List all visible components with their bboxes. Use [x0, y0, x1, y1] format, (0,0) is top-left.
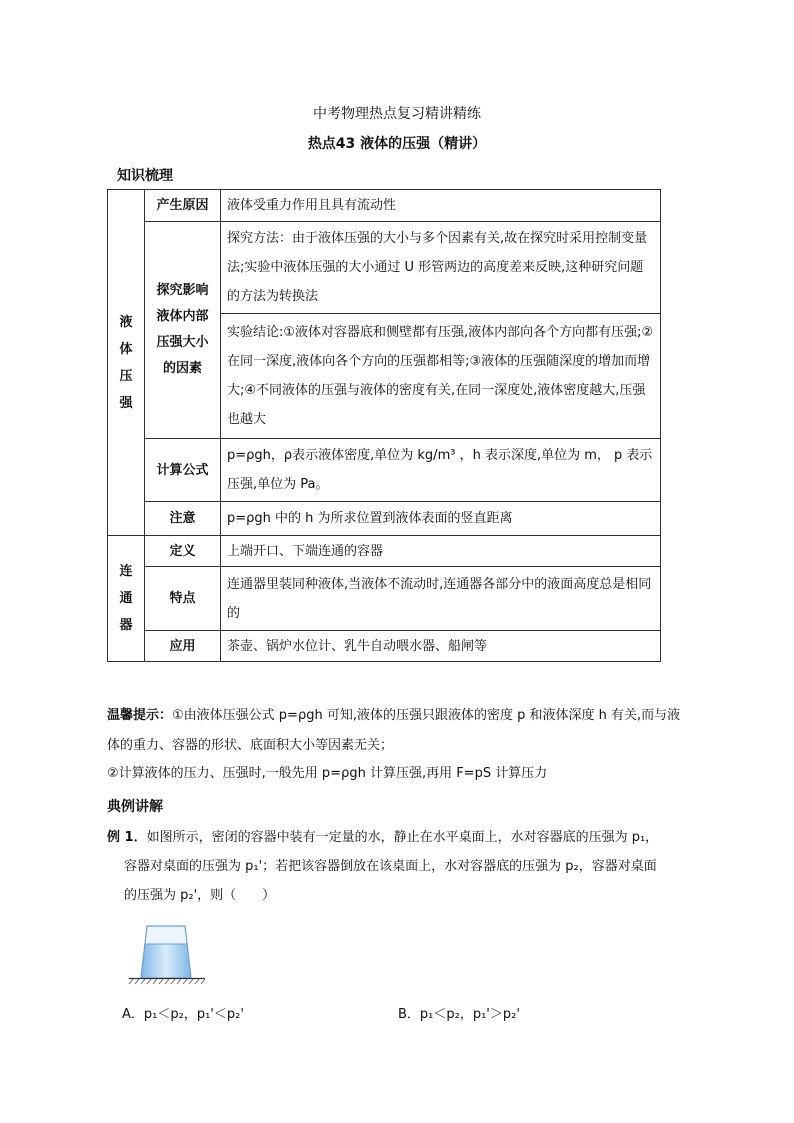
row-content: p=ρgh，ρ表示液体密度,单位为 kg/m³ ，h 表示深度,单位为 m， p 表示压强,单位为 Pa。: [221, 439, 661, 502]
tip-line-1: ①由液体压强公式 p=ρgh 可知,液体的压强只跟液体的密度 p 和液体深度 h 有关,而与液体的重力、容器的形状、底面积大小等因素无关；: [107, 708, 681, 753]
option-a: A．p₁＜p₂，p₁'＜p₂': [122, 1007, 244, 1022]
question-line-1: 如图所示，密闭的容器中装有一定量的水，静止在水平桌面上，水对容器底的压强为 p₁，: [146, 830, 659, 845]
row-content: p=ρgh 中的 h 为所求位置到液体表面的竖直距离: [221, 502, 661, 536]
row-category: 定义: [145, 536, 221, 567]
group-label-communicating-vessel: 连 通 器: [108, 536, 145, 662]
section-heading-examples: 典例讲解: [107, 799, 163, 815]
document-title: 中考物理热点复习精讲精练: [313, 106, 481, 122]
question-label: 例 1．: [107, 830, 147, 845]
question-line-2: 容器对桌面的压强为 p₁'；若把该容器倒放在该桌面上，水对容器底的压强为 p₂，容器对桌面: [124, 859, 657, 874]
tip-line-2: ②计算液体的压力、压强时,一般先用 p=ρgh 计算压强,再用 F=pS 计算压力: [107, 766, 548, 781]
tip-label: 温馨提示：: [107, 708, 173, 723]
section-heading-knowledge: 知识梳理: [117, 168, 173, 184]
row-content: 连通器里装同种液体,当液体不流动时,连通器各部分中的液面高度总是相同的: [221, 567, 661, 631]
container-on-table-figure: [127, 922, 207, 984]
group-label-liquid-pressure: 液 体 压 强: [108, 190, 145, 536]
document-subtitle: 热点43 液体的压强（精讲）: [307, 136, 487, 152]
question-1: [107, 823, 677, 910]
question-line-3: 的压强为 p₂'，则（ ）: [124, 888, 276, 903]
row-content: 茶壶、锅炉水位计、乳牛自动喂水器、船闸等: [221, 631, 661, 662]
row-category: 注意: [145, 502, 221, 536]
row-content: 实验结论:①液体对容器底和侧壁都有压强,液体内部向各个方向都有压强;②在同一深度,液体向各个方向的压强都相等;③液体的压强随深度的增加而增大;④不同液体的压强与液体的密度有关,在同一深度处,液体密度越大,压强也越大: [221, 314, 661, 439]
row-content: 上端开口、下端连通的容器: [221, 536, 661, 567]
row-category: 计算公式: [145, 439, 221, 502]
tip-paragraph: [107, 701, 687, 761]
row-category: 探究影响 液体内部 压强大小 的因素: [145, 222, 221, 439]
row-category: 产生原因: [145, 190, 221, 222]
row-category: 特点: [145, 567, 221, 631]
row-content: 探究方法：由于液体压强的大小与多个因素有关,故在探究时采用控制变量法;实验中液体压强的大小通过 U 形管两边的高度差来反映,这种研究问题的方法为转换法: [221, 222, 661, 314]
knowledge-table: [107, 189, 661, 662]
row-content: 液体受重力作用且具有流动性: [221, 190, 661, 222]
row-category: 应用: [145, 631, 221, 662]
option-b: B．p₁＜p₂，p₁'＞p₂': [398, 1007, 520, 1022]
